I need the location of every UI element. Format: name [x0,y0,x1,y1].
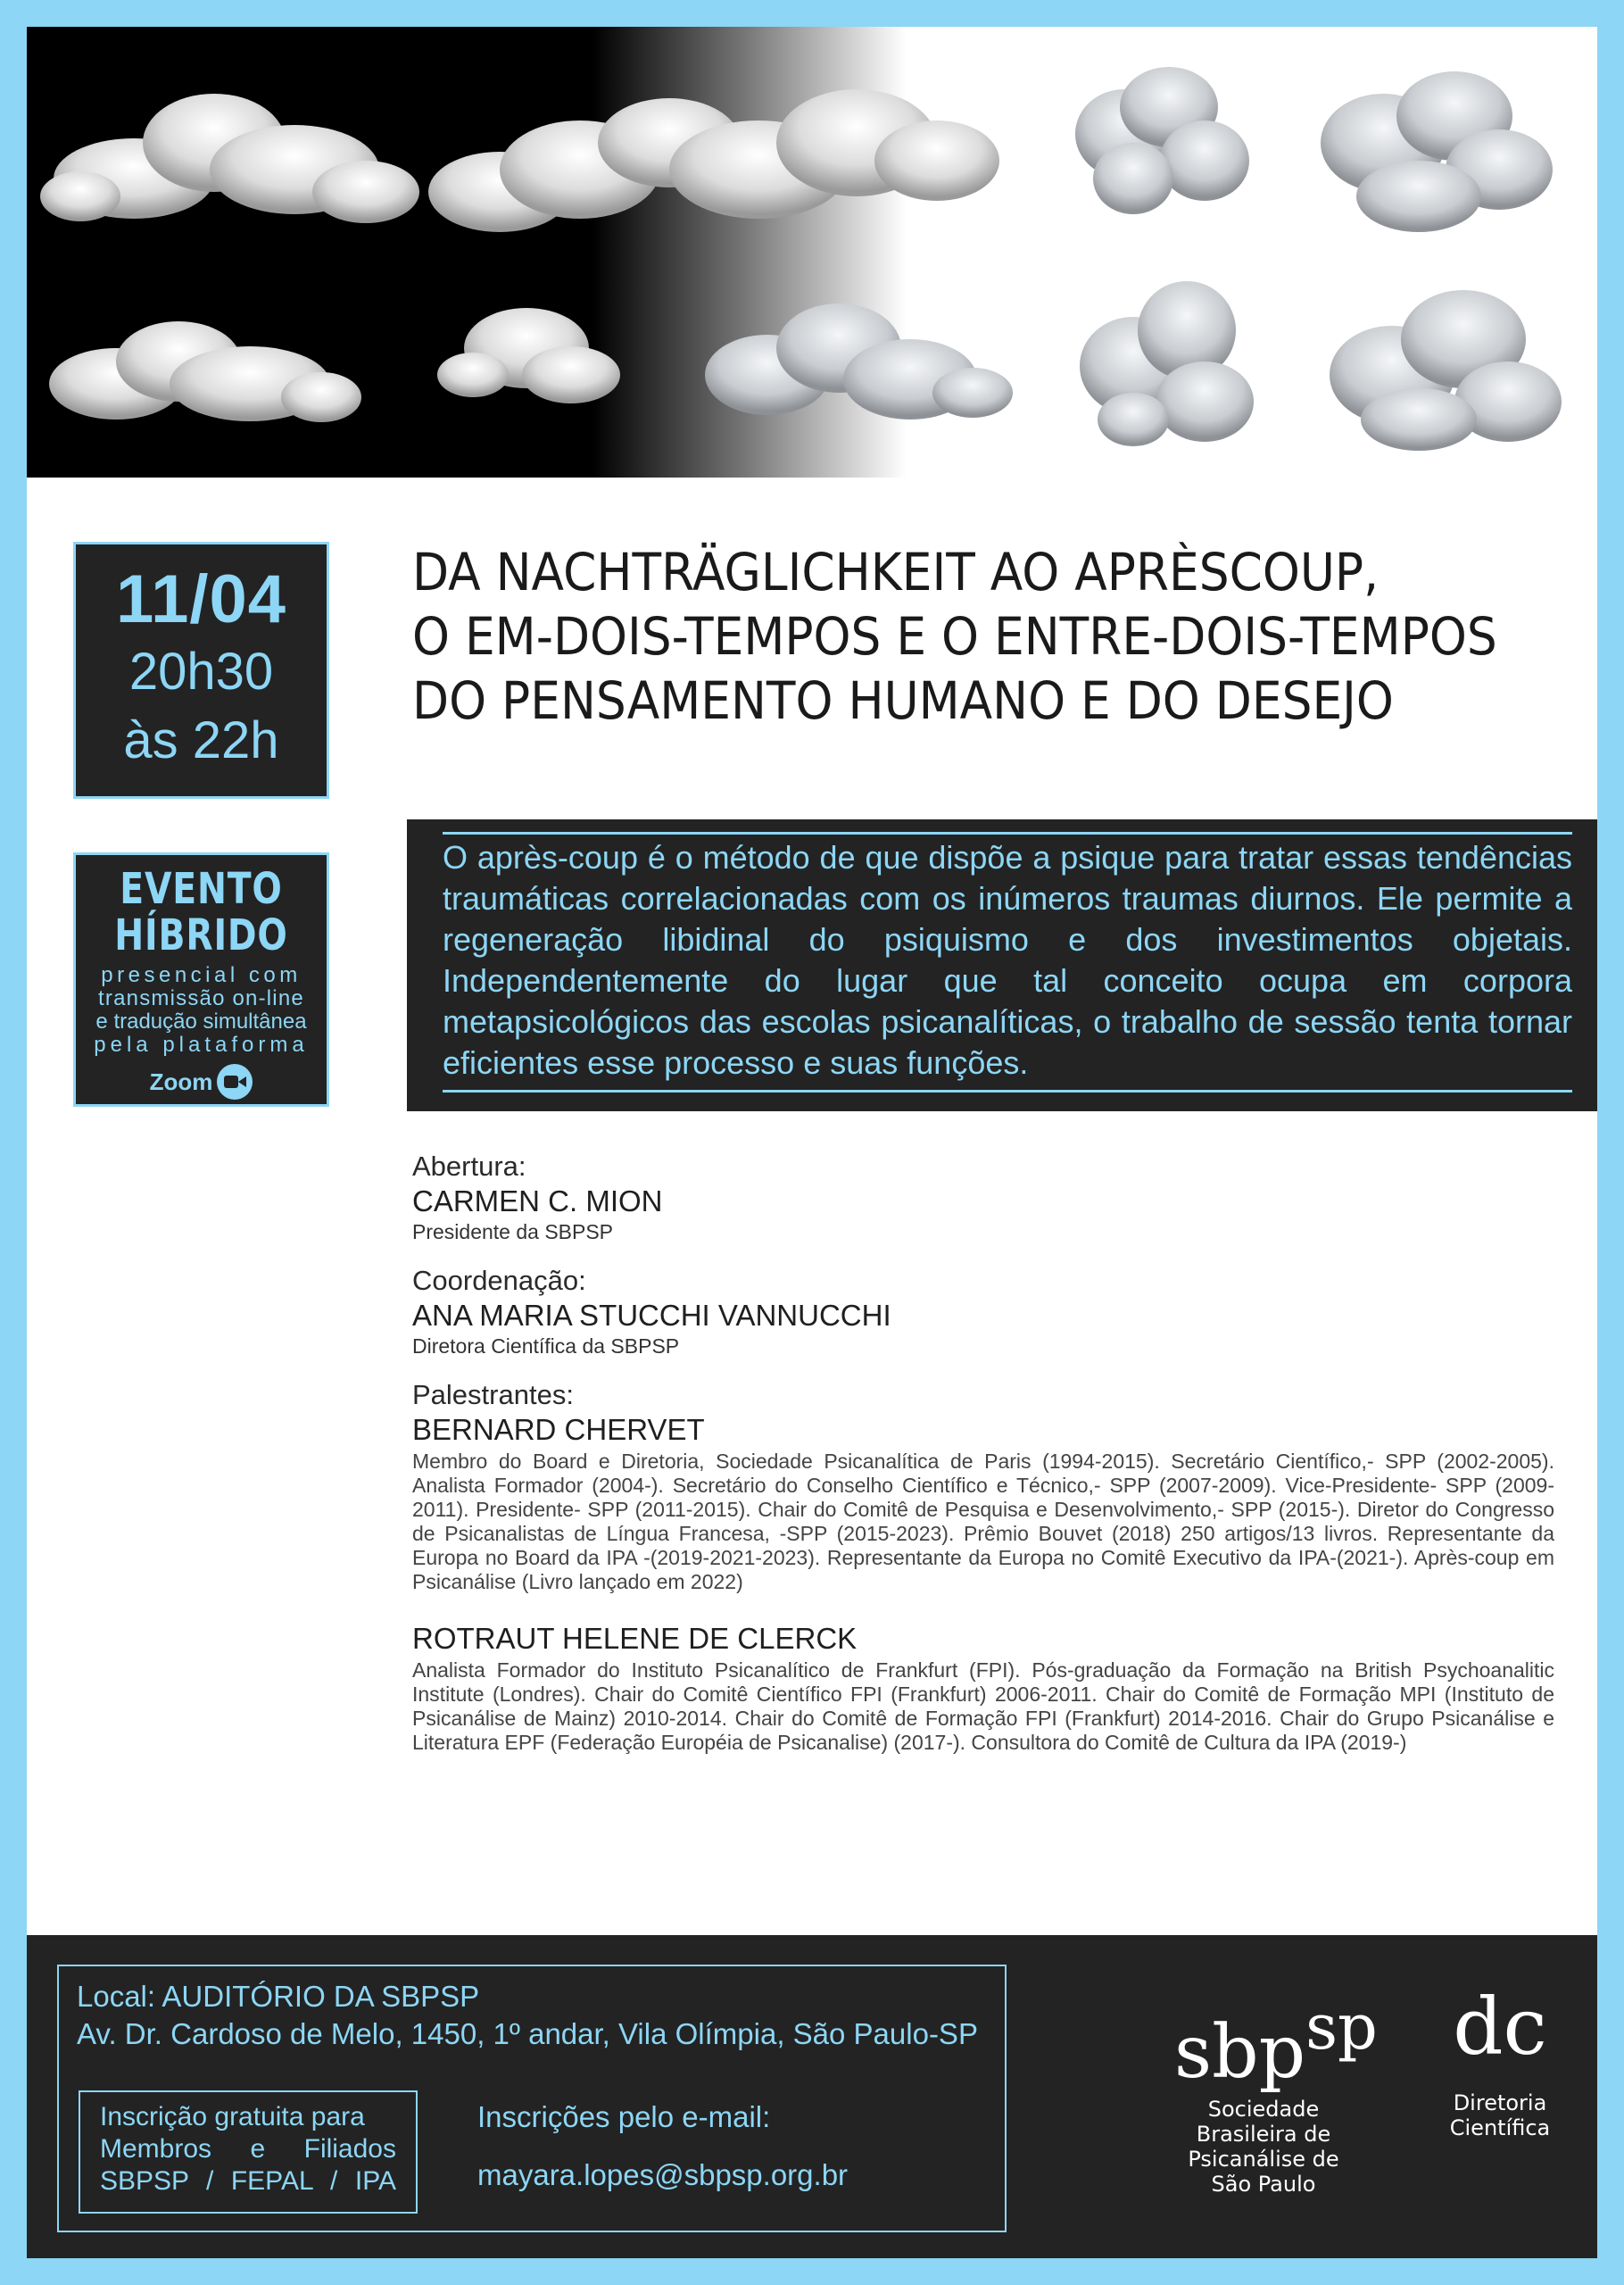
event-format-desc-line4: pela plataforma [94,1033,309,1057]
cloud-5 [705,303,1013,420]
cloud-7 [1080,281,1254,446]
event-format-description [76,964,327,1057]
opening-title: Presidente da SBPSP [412,1220,614,1243]
event-format-title-line2: HÍBRIDO [114,910,288,960]
cloud-6 [1075,67,1249,214]
dc-logo-mark: dc [1453,1981,1547,2073]
opening-label: Abertura: [412,1151,526,1182]
cloud-8 [1321,71,1553,232]
cloud-banner-image [27,27,1597,478]
event-format-box [73,852,329,1107]
zoom-label: Zoom [149,1068,213,1095]
coordination-name: ANA MARIA STUCCHI VANNUCCHI [412,1299,891,1332]
sbpsp-logo-sup: sp [1305,1990,1378,2064]
sbpsp-logo-line4: São Paulo [1211,2172,1316,2197]
event-date: 11/04 [116,561,286,637]
venue-box [57,1965,1007,2232]
cloud-9 [1330,290,1562,451]
event-title-line1: DA NACHTRÄGLICHKEIT AO APRÈSCOUP, [412,542,1380,602]
free-registration-box [79,2090,418,2214]
abstract-box [407,819,1597,1111]
opening-name: CARMEN C. MION [412,1184,663,1217]
dc-logo-line2: Científica [1449,2115,1551,2140]
cloud-2 [49,321,361,422]
venue-address: Av. Dr. Cardoso de Melo, 1450, 1º andar, Vila Olímpia, São Paulo-SP [77,2017,978,2050]
event-end-time: às 22h [123,711,279,769]
event-title-line2: O EM-DOIS-TEMPOS E O ENTRE-DOIS-TEMPOS [412,606,1497,667]
sbpsp-logo-mark [1174,1987,1406,2093]
dc-logo-text [1442,2090,1558,2140]
event-start-time: 20h30 [128,643,274,701]
footer [27,1935,1597,2258]
credits-section [412,1150,1554,1755]
speaker-name: BERNARD CHERVET [412,1413,705,1446]
dc-logo-line1: Diretoria [1453,2090,1547,2115]
event-format-title-line1: EVENTO [120,864,283,914]
sbpsp-logo-text [1174,2097,1353,2197]
divider-top [443,832,1572,835]
video-camera-icon [217,1064,253,1100]
cloud-1 [40,94,419,223]
speaker-bio: Analista Formador do Instituto Psicanalítico de Frankfurt (FPI). Pós-graduação da Formação na British Psychoanalitic Institute (Londres). Chair do Comitê Científico FPI (Frankfurt) 2006-2011. Chair do Comitê de Formação MPI (Instituto de Psicanálise de Mainz) 2010-2014. Chair do Comitê de Formação FPI (Frankfurt) 2014-2016. Chair do Grupo Psicanálise e Literatura EPF (Federação Européia de Psicanalise) (2017-). Consultora do Comitê de Cultura da IPA (2019-) [412,1658,1554,1754]
poster [27,27,1597,2258]
venue-name: Local: AUDITÓRIO DA SBPSP [77,1980,480,2013]
speaker-bio: Membro do Board e Diretoria, Sociedade Psicanalítica de Paris (1994-2015). Secretário Científico,- SPP (2002-2005). Analista Formador (2004-). Secretário do Conselho Científico e Técnico,- SPP (2007-2009). Vice-Presidente- SPP (2009-2011). Presidente- SPP (2011-2015). Chair do Comitê de Pesquisa e Desenvolvimento,- SPP (2015-). Diretor do Congresso de Psicanalistas de Língua Francesa, -SPP (2015-2023). Prêmio Bouvet (2018) 250 artigos/13 livros. Representante da Europa no Board da IPA -(2019-2021-2023). Representante da Europa no Comitê Executivo da IPA-(2021-). Après-coup em Psicanálise (Livro lançado em 2022) [412,1450,1554,1593]
clouds-illustration [27,27,1597,478]
speaker-name: ROTRAUT HELENE DE CLERCK [412,1622,858,1655]
email-label: Inscrições pelo e-mail: [477,2100,771,2133]
event-format-desc-line3: e tradução simultânea [95,1010,307,1034]
coordination-label: Coordenação: [412,1265,586,1296]
sbpsp-logo-line3: Psicanálise de [1188,2147,1339,2172]
event-format-title [98,866,303,959]
event-title [412,540,1572,733]
free-registration-line2: Membros e Filiados [100,2134,396,2164]
abstract-text: O après-coup é o método de que dispõe a psique para tratar essas tendências traumáticas correlacionadas com os inúmeros traumas diurnos. Ele permite a regeneração libidinal do psiquismo e dos investimentos objetais. Independentemente do lugar que tal conceito ocupa em corpora metapsicológicos das escolas psicanalíticas, o trabalho de sessão tenta tornar eficientes esse processo e suas funções. [443,839,1572,1081]
cloud-3 [428,89,999,232]
speakers-label: Palestrantes: [412,1379,574,1410]
coordination-title: Diretora Científica da SBPSP [412,1334,680,1358]
divider-bottom [443,1090,1572,1093]
dc-logo [1442,1981,1558,2140]
cloud-4 [437,308,620,403]
free-registration-line1: Inscrição gratuita para [100,2102,365,2131]
event-format-desc-line1: presencial com [101,963,302,987]
date-time-box [73,542,329,799]
sbpsp-logo [1174,1987,1406,2197]
zoom-logo [76,1064,327,1100]
event-title-line3: DO PENSAMENTO HUMANO E DO DESEJO [412,670,1394,731]
event-format-desc-line2: transmissão on-line [98,986,304,1010]
email-link[interactable]: mayara.lopes@sbpsp.org.br [477,2158,849,2191]
sbpsp-logo-main: sbp [1174,2010,1306,2095]
free-registration-line3: SBPSP / FEPAL / IPA [100,2166,396,2196]
sbpsp-logo-line2: Brasileira de [1196,2122,1331,2147]
sbpsp-logo-line1: Sociedade [1207,2097,1320,2122]
